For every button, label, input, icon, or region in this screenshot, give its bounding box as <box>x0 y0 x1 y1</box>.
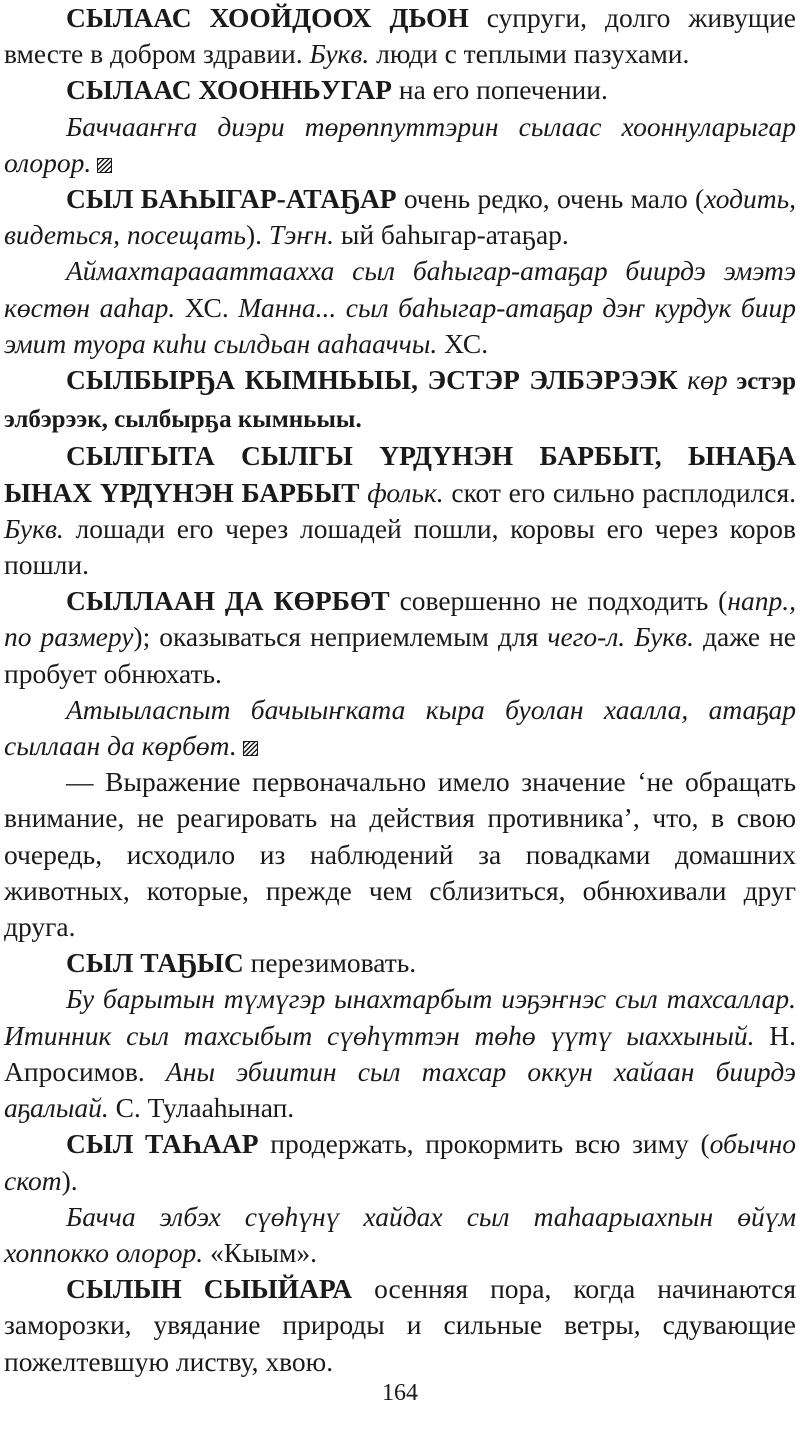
example <box>4 692 796 764</box>
gloss: перезимовать. <box>243 947 417 979</box>
example-text: Аны эбиитин сыл тахсар оккун хайаан биирдэ аҕалыай. <box>4 1055 796 1124</box>
example <box>4 109 796 181</box>
gloss-italic: напр., по размеру <box>4 585 796 653</box>
headword: СЫЛЫН СЫЫЙАРА <box>66 1273 353 1305</box>
style-label: фольк. <box>367 476 444 508</box>
gloss: на его попечении. <box>392 74 608 106</box>
headword: СЫЛ ТАҺААР <box>66 1128 259 1160</box>
hatched-square-icon <box>243 741 258 756</box>
lit-label: Букв. <box>4 512 64 544</box>
literal-translation: лошади его через лошадей пошли, коровы его через коров пошли. <box>4 512 796 581</box>
example-text: Баччааҥҥа диэри төрөппуттэрин сылаас хооннуларыгар олорор. <box>4 110 796 178</box>
gloss: совершенно не подходить ( <box>389 585 728 617</box>
gloss-italic: обычно скот <box>4 1128 796 1196</box>
gloss: очень редко, очень мало ( <box>396 183 705 215</box>
gloss: скот его сильно расплодился. <box>443 476 797 508</box>
example <box>4 981 796 1126</box>
source: «Кыым». <box>203 1236 318 1268</box>
entry <box>4 1126 796 1198</box>
gloss-italic: чего-л. Букв. <box>547 621 694 653</box>
gloss: осенняя пора, когда начинаются заморозки, увядание природы и сильные ветры, сдувающие пожелтевшую листву, хвою. <box>4 1273 796 1377</box>
gloss: супруги, долго живущие вместе в добром здравии. <box>4 2 796 70</box>
entry <box>4 362 796 438</box>
headword: СЫЛААС ХООЙДООХ ДЬОН <box>66 2 469 33</box>
example <box>4 253 796 362</box>
ref-label: көр <box>687 364 728 396</box>
usage-note: — Выражение первоначально имело значение ‘не обращать внимание, не реагировать на действия противника’, что, в свою очередь, исходило из наблюдений за повадками домашних животных, которые, прежде чем сблизиться, обнюхивали друг друга. <box>4 766 796 943</box>
literal-translation: даже не пробует обнюхать. <box>4 621 796 689</box>
cross-reference: эстэр элбэрээк, сылбырҕа кымньыы. <box>4 368 797 434</box>
example-text: Атыыласпыт бачыыҥката кыра буолан хаалла, атаҕар сыллаан да көрбөт. <box>4 693 796 762</box>
entry <box>4 583 796 692</box>
compare-text: ый баһыгар-атаҕар. <box>333 219 569 251</box>
headword: СЫЛГЫТА СЫЛГЫ ҮРДҮНЭН БАРБЫТ, ЫНАҔА ЫНАХ ҮРДҮНЭН БАРБЫТ <box>4 440 796 508</box>
example-text: Манна... сыл баһыгар-атаҕар дэҥ курдук биир эмит туора киһи сылдьан ааһааччы. <box>4 291 796 359</box>
headword: СЫЛ БАҺЫГАР-АТАҔАР <box>66 183 397 215</box>
gloss-tail: ). <box>61 1164 78 1196</box>
source: ХС. <box>175 291 239 323</box>
compare-label: Тэҥн. <box>268 219 334 251</box>
gloss-tail: ); оказываться неприемлемым для <box>133 621 548 653</box>
entry <box>4 945 796 981</box>
gloss-tail: ). <box>246 219 269 251</box>
headword: СЫЛААС ХООННЬУГАР <box>66 74 392 106</box>
example <box>4 1199 796 1271</box>
entries-column <box>4 0 796 1380</box>
literal-translation: люди с теплыми пазухами. <box>369 38 690 70</box>
lit-label: Букв. <box>309 38 370 70</box>
headword: СЫЛБЫРҔА КЫМНЬЫЫ, ЭСТЭР ЭЛБЭРЭЭК <box>66 364 678 396</box>
source: ХС. <box>437 327 489 359</box>
gloss: продержать, прокормить всю зиму ( <box>258 1128 710 1160</box>
example-text: Бу барытын түмүгэр ынахтарбыт иэҕэҥнэс сыл тахсаллар. Итинник сыл тахсыбыт сүөһүттэн төһө үүтү ыаххыный. <box>4 983 796 1051</box>
source: С. Тулааһынап. <box>108 1092 295 1124</box>
page-number: 164 <box>382 1380 418 1406</box>
source: Н. Апросимов. <box>4 1019 796 1087</box>
entry <box>4 72 796 108</box>
example-text: Баччa элбэх сүөһүнү хайдах сыл таһаарыахпын өйүм хоппокко олорор. <box>4 1200 796 1268</box>
entry <box>4 1271 796 1380</box>
entry <box>4 0 796 72</box>
gloss-italic: ходить, видеться, посещать <box>4 183 796 251</box>
headword: СЫЛ ТАҔЫС <box>66 947 244 979</box>
entry <box>4 438 796 583</box>
headword: СЫЛЛААН ДА КӨРБӨТ <box>66 585 390 617</box>
entry <box>4 181 796 253</box>
example-text: Аймахтараааттаахха сыл баһыгар-атаҕар биирдэ эмэтэ көстөн ааһар. <box>4 255 796 323</box>
hatched-square-icon <box>97 158 112 173</box>
